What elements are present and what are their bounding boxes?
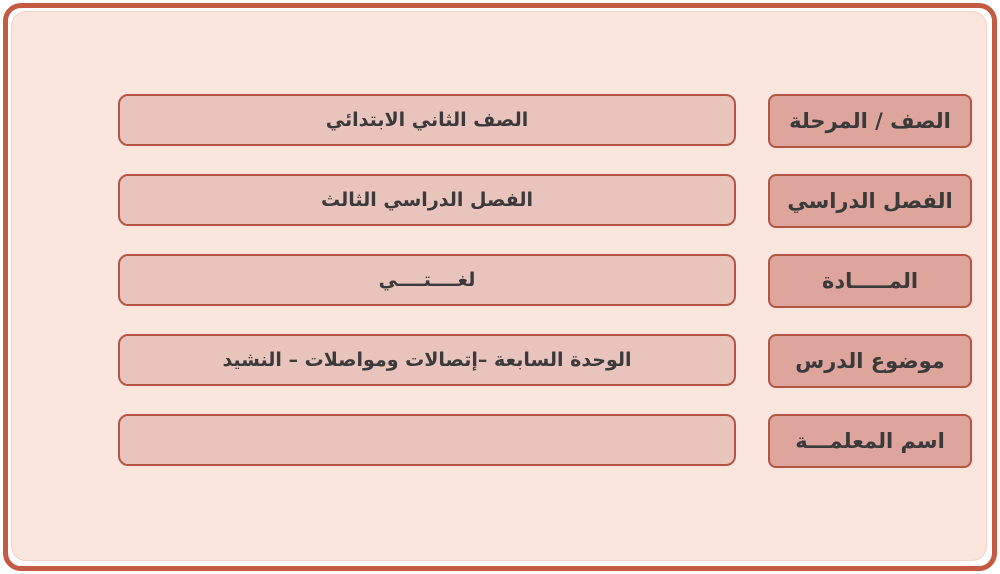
subject-label: المـــــادة xyxy=(821,269,919,293)
row-semester xyxy=(118,174,970,226)
semester-label-box xyxy=(768,174,972,228)
lesson-topic-label: موضوع الدرس xyxy=(795,349,945,373)
subject-label-box xyxy=(768,254,972,308)
teacher-name-value-field xyxy=(118,414,736,466)
teacher-name-label: اسم المعلمـــة xyxy=(795,429,945,453)
semester-label: الفصل الدراسي xyxy=(787,189,953,213)
grade-label: الصف / المرحلة xyxy=(789,109,951,133)
lesson-topic-label-box xyxy=(768,334,972,388)
subject-value: لغــــتــــي xyxy=(378,269,476,291)
grade-value-field xyxy=(118,94,736,146)
lesson-topic-value: الوحدة السابعة –إتصالات ومواصلات – النشيد xyxy=(222,349,632,371)
subject-value-field xyxy=(118,254,736,306)
info-panel xyxy=(12,12,986,560)
row-grade xyxy=(118,94,970,146)
semester-value-field xyxy=(118,174,736,226)
semester-value: الفصل الدراسي الثالث xyxy=(321,189,533,211)
grade-value: الصف الثاني الابتدائي xyxy=(325,109,529,131)
row-lesson-topic xyxy=(118,334,970,386)
row-teacher-name xyxy=(118,414,970,466)
lesson-topic-value-field xyxy=(118,334,736,386)
teacher-name-label-box xyxy=(768,414,972,468)
row-subject xyxy=(118,254,970,306)
grade-label-box xyxy=(768,94,972,148)
